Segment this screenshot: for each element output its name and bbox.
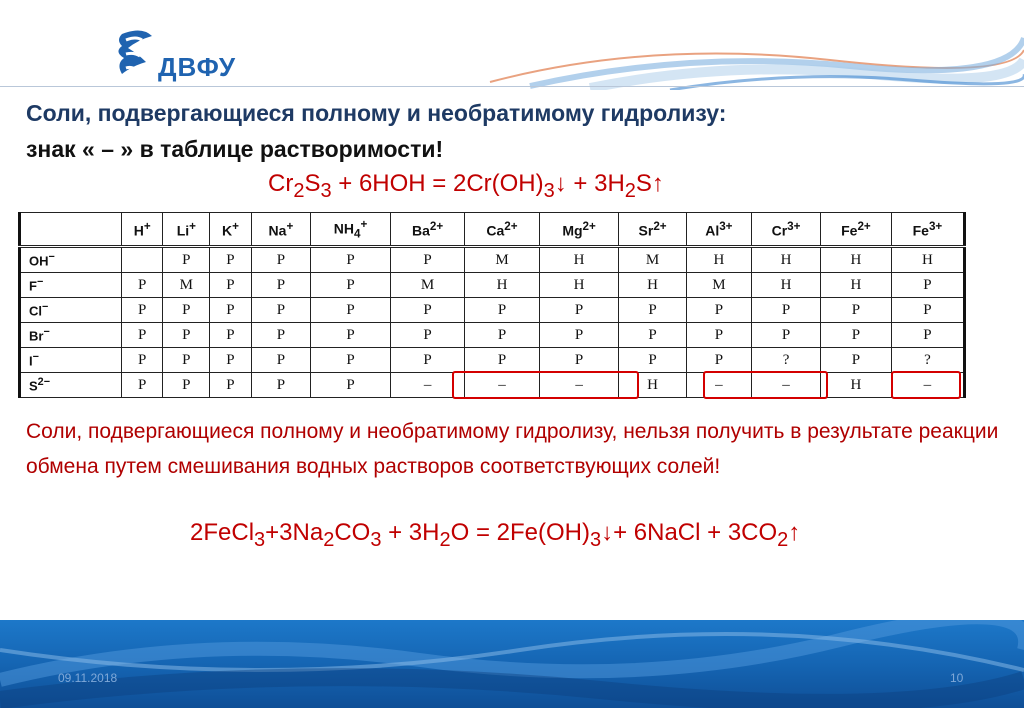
table-cell: Р <box>390 348 464 373</box>
table-cell: Р <box>465 348 539 373</box>
table-row <box>20 273 965 298</box>
reaction-equation-1: $Cr_2S_3 + 6HOH$ = $2Cr(OH)_3↓$ + $3H_2S↑$ <box>268 170 664 202</box>
table-cell: Р <box>390 247 464 273</box>
table-cell: Р <box>539 348 619 373</box>
logo-text: ДВФУ <box>158 52 237 82</box>
explanation-text: Соли, подвергающиеся полному и необратимому гидролизу, нельзя получить в результате реакции обмена путем смешивания водных растворов соответствующих солей! <box>26 420 999 478</box>
table-cell: Р <box>752 298 821 323</box>
table-cell: Н <box>752 247 821 273</box>
table-cell: Р <box>465 323 539 348</box>
table-cell: Р <box>251 348 310 373</box>
table-cell: Р <box>821 323 892 348</box>
table-cell: Р <box>210 298 251 323</box>
table-cell: Р <box>539 298 619 323</box>
table-cell: – <box>752 373 821 398</box>
dvfu-logo-icon <box>112 26 160 86</box>
table-cell: Р <box>163 298 210 323</box>
table-cell: Р <box>891 273 964 298</box>
table-cell: Н <box>821 273 892 298</box>
table-cell: Р <box>821 298 892 323</box>
table-cell: Р <box>251 273 310 298</box>
table-cell: Р <box>891 298 964 323</box>
table-cell: Р <box>311 247 391 273</box>
table-cell: – <box>390 373 464 398</box>
table-cell: Н <box>686 247 751 273</box>
slide-subtitle: знак « – » в таблице растворимости! <box>26 136 444 162</box>
table-cell: Р <box>619 298 686 323</box>
table-cell: Р <box>122 298 163 323</box>
cation-header: $Fe^{3+}$ <box>891 213 964 247</box>
slide-number: 10 <box>950 671 964 685</box>
reaction-equation-2: $2FeCl_3+3Na_2CO_3 + 3H_2O$ = $2Fe(OH)_3↓+$ 6NaCl + $3CO_2↑$ <box>190 519 801 551</box>
table-cell: – <box>891 373 964 398</box>
anion-header: F− <box>20 273 122 298</box>
table-cell: Р <box>686 348 751 373</box>
cation-header: H+ <box>122 213 163 247</box>
table-cell: Р <box>122 373 163 398</box>
table-cell: Р <box>122 323 163 348</box>
table-cell: Н <box>465 273 539 298</box>
footer-band <box>0 620 1024 708</box>
anion-header: OH− <box>20 247 122 273</box>
table-cell: Р <box>251 323 310 348</box>
table-cell: М <box>390 273 464 298</box>
cation-header: $Mg^{2+}$ <box>539 213 619 247</box>
table-cell: Р <box>390 298 464 323</box>
table-cell: Н <box>539 247 619 273</box>
table-cell: – <box>686 373 751 398</box>
table-cell: Р <box>821 348 892 373</box>
table-cell: М <box>686 273 751 298</box>
table-cell: М <box>465 247 539 273</box>
cation-header: $Fe^{2+}$ <box>821 213 892 247</box>
table-cell: ? <box>752 348 821 373</box>
highlight-box <box>891 371 961 399</box>
table-cell: Р <box>619 348 686 373</box>
table-cell: ? <box>891 348 964 373</box>
table-cell: Р <box>311 323 391 348</box>
table-corner <box>20 213 122 247</box>
table-cell: Р <box>210 323 251 348</box>
table-cell: Р <box>163 373 210 398</box>
table-cell: Р <box>210 273 251 298</box>
table-cell: Р <box>752 323 821 348</box>
highlight-box <box>703 371 828 399</box>
table-cell: Н <box>821 247 892 273</box>
cation-header: $NH_4^+$ <box>311 213 391 247</box>
table-cell: Р <box>311 273 391 298</box>
decorative-waves <box>470 30 1024 90</box>
table-cell: Р <box>163 247 210 273</box>
table-cell: Р <box>210 247 251 273</box>
table-cell: Р <box>390 323 464 348</box>
table-cell: Р <box>122 348 163 373</box>
highlight-box <box>452 371 639 399</box>
cation-header: $Al^{3+}$ <box>686 213 751 247</box>
footer-waves <box>0 620 1024 708</box>
anion-header: Br− <box>20 323 122 348</box>
table-cell: Р <box>210 373 251 398</box>
table-cell: Н <box>752 273 821 298</box>
table-header-row <box>20 213 965 247</box>
table-cell: Р <box>619 323 686 348</box>
table-cell: Р <box>210 348 251 373</box>
slide-date: 09.11.2018 <box>58 671 118 685</box>
cation-header: Li+ <box>163 213 210 247</box>
cation-header: $Ca^{2+}$ <box>465 213 539 247</box>
cation-header: $Ba^{2+}$ <box>390 213 464 247</box>
table-cell: Р <box>163 348 210 373</box>
table-cell: – <box>465 373 539 398</box>
table-cell: Р <box>251 373 310 398</box>
table-cell: Р <box>311 348 391 373</box>
header-divider <box>0 86 1024 87</box>
table-row <box>20 298 965 323</box>
table-cell: Р <box>163 323 210 348</box>
table-cell: Н <box>619 273 686 298</box>
table-row <box>20 247 965 273</box>
table-cell: Н <box>539 273 619 298</box>
cation-header: K+ <box>210 213 251 247</box>
table-cell: Н <box>821 373 892 398</box>
table-cell <box>122 247 163 273</box>
table-cell: Р <box>251 298 310 323</box>
cation-header: $Sr^{2+}$ <box>619 213 686 247</box>
table-cell: М <box>619 247 686 273</box>
table-cell: М <box>163 273 210 298</box>
table-cell: Р <box>686 323 751 348</box>
table-cell: – <box>539 373 619 398</box>
table-cell: Р <box>465 298 539 323</box>
table-cell: Р <box>251 247 310 273</box>
table-cell: Н <box>619 373 686 398</box>
table-cell: Р <box>539 323 619 348</box>
table-cell: Р <box>891 323 964 348</box>
anion-header: I− <box>20 348 122 373</box>
table-cell: Н <box>891 247 964 273</box>
cation-header: Na+ <box>251 213 310 247</box>
anion-header: Cl− <box>20 298 122 323</box>
anion-header: $S^{2-}$ <box>20 373 122 398</box>
table-cell: Р <box>311 373 391 398</box>
table-cell: Р <box>122 273 163 298</box>
table-row <box>20 348 965 373</box>
slide-title: Соли, подвергающиеся полному и необратимому гидролизу: <box>26 100 727 126</box>
table-row <box>20 323 965 348</box>
cation-header: $Cr^{3+}$ <box>752 213 821 247</box>
table-cell: Р <box>686 298 751 323</box>
table-cell: Р <box>311 298 391 323</box>
